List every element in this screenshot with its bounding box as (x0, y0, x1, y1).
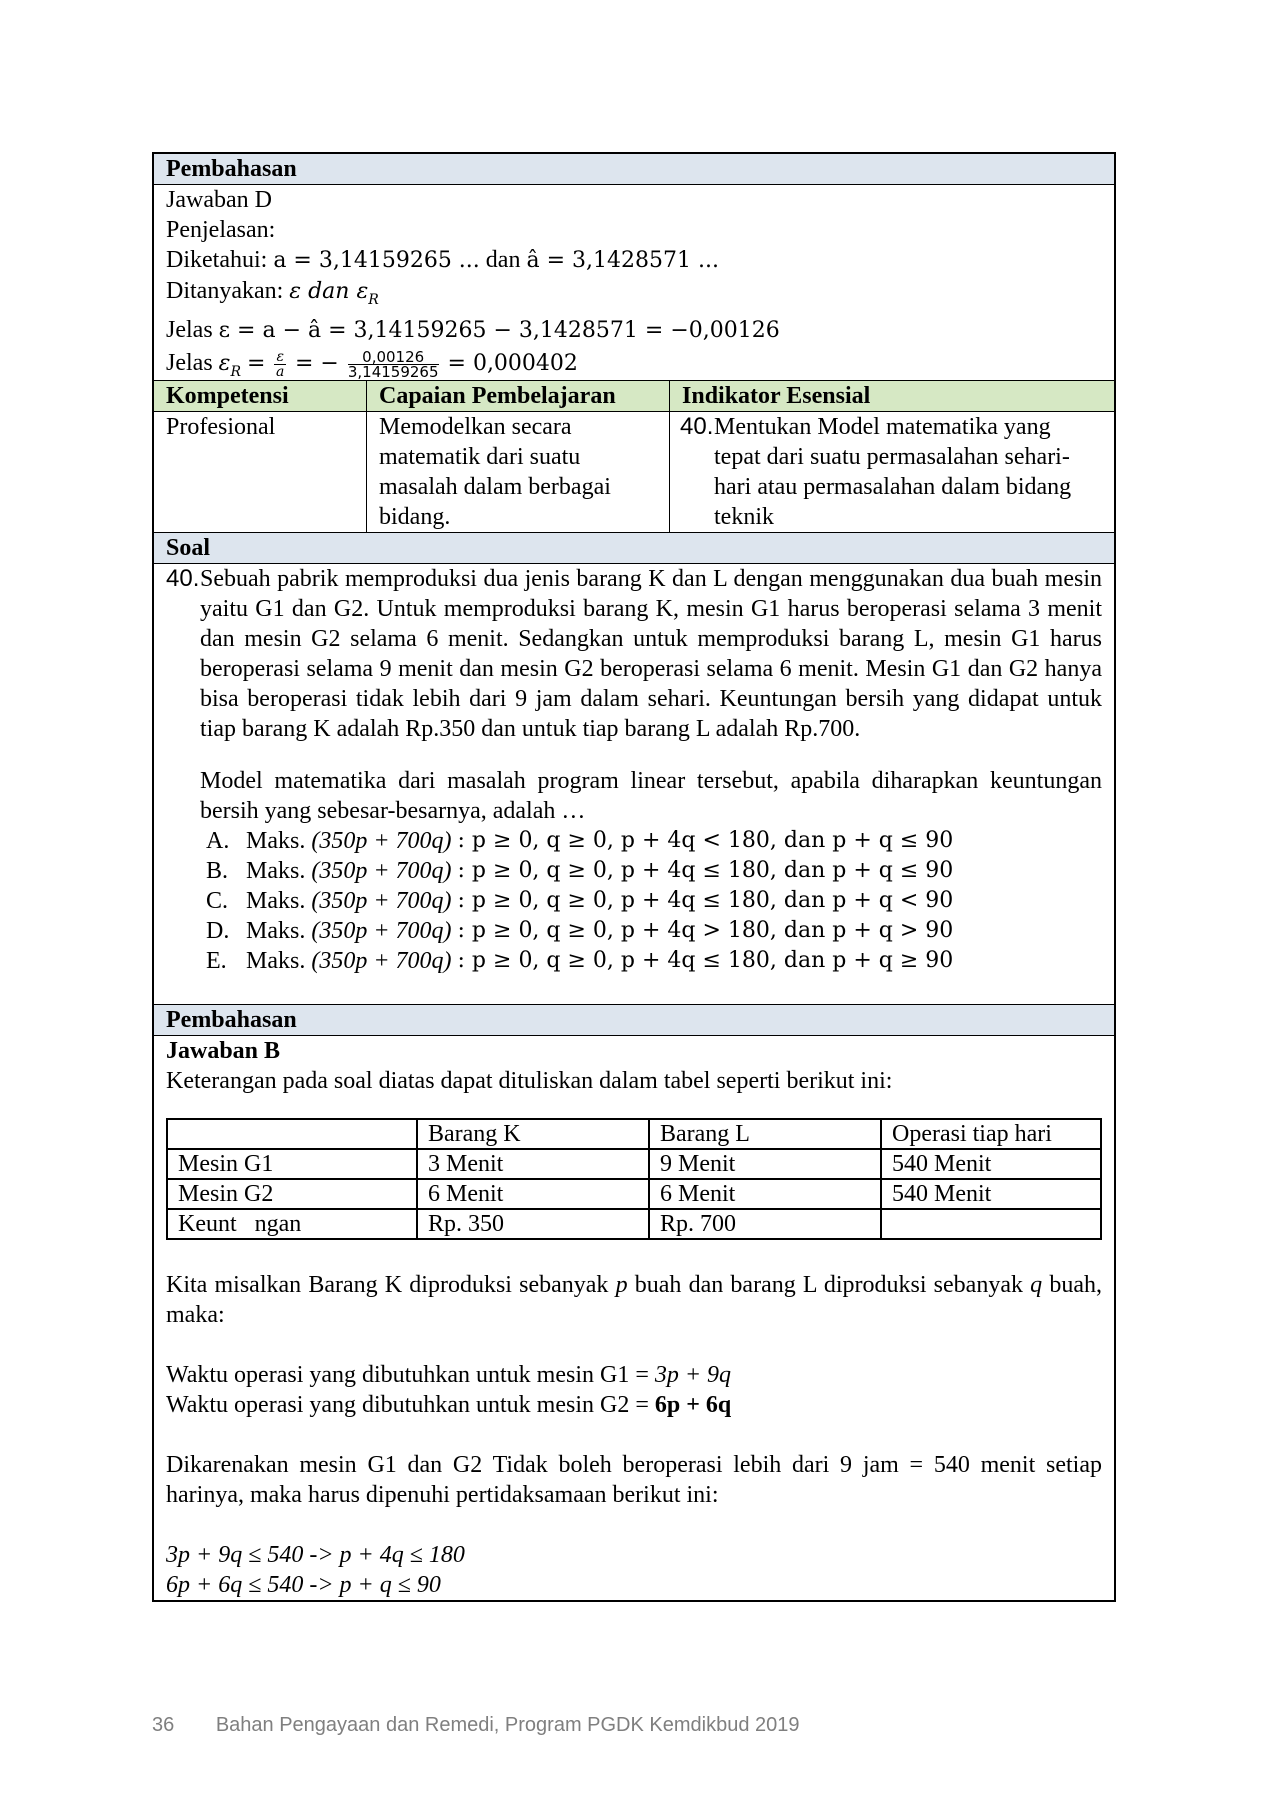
jelas-relative-error-line: Jelas $\varepsilon_R$ = $\frac{\varepsilon}{a}$ = − $\frac{0,00126}{3,14159265}$ = 0,000402 (166, 347, 578, 381)
jawaban-text: Jawaban D (166, 187, 272, 213)
diketahui-line: Diketahui: a = 3,14159265 ... dan â = 3,1428571 ... (166, 247, 719, 273)
option-d[interactable]: D. Maks. (350p + 700q) : p ≥ 0, q ≥ 0, p + 4q > 180, dan p + q > 90 (206, 917, 954, 944)
capaian-header: Capaian Pembelajaran (367, 381, 670, 411)
pembahasan2-body (154, 1036, 1114, 1600)
waktu-g2: Waktu operasi yang dibutuhkan untuk mesin G2 = 6p + 6q (166, 1391, 732, 1418)
table-row: Keunt ngan Rp. 350 Rp. 700 (167, 1209, 1101, 1239)
pembahasan-body (154, 185, 1114, 381)
page-footer (152, 1714, 800, 1737)
jawaban2-text: Jawaban B (166, 1037, 281, 1064)
dikarenakan-text: Dikarenakan mesin G1 dan G2 Tidak boleh beroperasi lebih dari 9 jam = 540 menit setiap harinya, maka harus dipenuhi pertidaksamaan berikut ini: (166, 1451, 1102, 1508)
soal-body (154, 564, 1114, 1005)
keterangan-text: Keterangan pada soal diatas dapat dituliskan dalam tabel seperti berikut ini: (166, 1067, 893, 1094)
option-b[interactable]: B. Maks. (350p + 700q) : p ≥ 0, q ≥ 0, p + 4q ≤ 180, dan p + q ≤ 90 (206, 857, 954, 884)
content-table (152, 152, 1116, 1602)
soal-question: 40. Sebuah pabrik memproduksi dua jenis barang K dan L dengan menggunakan dua buah mesin yaitu G1 dan G2. Untuk memproduksi barang K, mesin G1 harus beroperasi selama 3 menit dan mesin G2 selama 6 menit. Sedangkan untuk memproduksi barang L, mesin G1 harus beroperasi selama 9 menit dan mesin G2 beroperasi selama 6 menit. Mesin G1 dan G2 hanya bisa beroperasi tidak lebih dari 9 jam dalam sehari. Keuntungan bersih yang didapat untuk tiap barang K adalah Rp.350 dan untuk tiap barang L adalah Rp.700. (166, 564, 1102, 742)
jelas-error-line: Jelas ε = a − â = 3,14159265 − 3,1428571 = −0,00126 (166, 316, 780, 343)
fraction-eps-over-a: $\frac{\varepsilon}{a}$ (276, 348, 285, 380)
table-row: Mesin G1 3 Menit 9 Menit 540 Menit (167, 1149, 1101, 1179)
competency-body-row (154, 412, 1114, 533)
indikator-header: Indikator Esensial (682, 382, 871, 409)
answer-options (166, 826, 1102, 976)
ditanyakan-line: Ditanyakan: ε dan $\varepsilon_R$ (166, 278, 379, 308)
inequality-1: 3p + 9q ≤ 540 -> p + 4q ≤ 180 (166, 1541, 465, 1568)
option-c[interactable]: C. Maks. (350p + 700q) : p ≥ 0, q ≥ 0, p + 4q ≤ 180, dan p + q < 90 (206, 887, 954, 914)
competency-header-row (154, 381, 1114, 412)
inequality-2: 6p + 6q ≤ 540 -> p + q ≤ 90 (166, 1571, 441, 1598)
indikator-value: 40. Mentukan Model matematika yang tepat dari suatu permasalahan sehari-hari atau permasalahan dalam bidang teknik (680, 412, 1072, 530)
penjelasan-label: Penjelasan: (166, 217, 276, 243)
pembahasan-header: Pembahasan (154, 154, 1114, 185)
misal-text: Kita misalkan Barang K diproduksi sebanyak p buah dan barang L diproduksi sebanyak q buah, maka: (166, 1271, 1102, 1328)
footer-text: Bahan Pengayaan dan Remedi, Program PGDK Kemdikbud 2019 (215, 1714, 800, 1736)
kompetensi-value: Profesional (154, 412, 367, 532)
option-e[interactable]: E. Maks. (350p + 700q) : p ≥ 0, q ≥ 0, p + 4q ≤ 180, dan p + q ≥ 90 (206, 947, 954, 974)
machine-table (166, 1118, 1102, 1240)
table-row: Mesin G2 6 Menit 6 Menit 540 Menit (167, 1179, 1101, 1209)
pembahasan2-header: Pembahasan (154, 1005, 1114, 1036)
capaian-value: Memodelkan secara matematik dari suatu masalah dalam berbagai bidang. (367, 412, 670, 532)
kompetensi-header: Kompetensi (154, 381, 367, 411)
soal-header: Soal (154, 533, 1114, 564)
page-number: 36 (152, 1714, 175, 1736)
soal-prompt: Model matematika dari masalah program linear tersebut, apabila diharapkan keuntungan bersih yang sebesar-besarnya, adalah … (200, 767, 1102, 824)
fraction-values: $\frac{0,00126}{3,14159265}$ (347, 347, 439, 381)
option-a[interactable]: A. Maks. (350p + 700q) : p ≥ 0, q ≥ 0, p + 4q < 180, dan p + q ≤ 90 (206, 827, 954, 854)
table-header-row: Barang K Barang L Operasi tiap hari (167, 1119, 1101, 1149)
waktu-g1: Waktu operasi yang dibutuhkan untuk mesin G1 = 3p + 9q (166, 1361, 732, 1388)
